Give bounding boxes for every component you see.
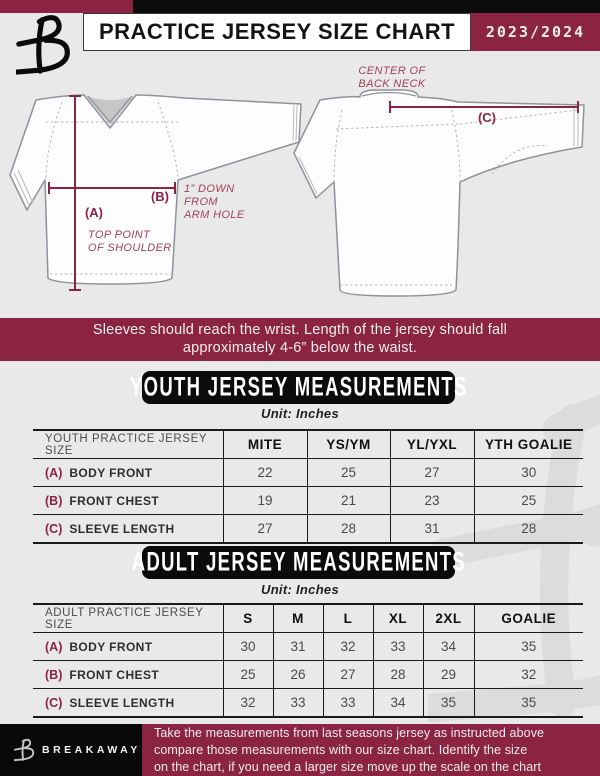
cell: 26 [273,661,323,689]
note-c-line1: CENTER OF [358,65,426,77]
label-a: (A) [84,205,104,220]
adult-section-banner [131,546,466,579]
footer-note-line3: on the chart, if you need a larger size move up the scale on the chart [154,760,542,774]
table-row [33,633,583,661]
row-key: (B) [45,667,63,682]
table-row [33,515,583,544]
adult-unit-label: Unit: Inches [261,582,339,597]
footer-brand-name: BREAKAWAY [42,744,141,756]
cell: 33 [273,689,323,718]
label-b: (B) [150,189,170,204]
row-key: (B) [45,493,63,508]
cell: 31 [390,515,474,544]
adult-size-col-l: L [323,604,373,633]
cell: 27 [323,661,373,689]
youth-size-col-goalie: YTH GOALIE [474,430,583,459]
cell: 25 [307,459,390,487]
row-label: BODY FRONT [69,465,153,480]
table-row [33,689,583,718]
note-b-line3: ARM HOLE [184,209,245,221]
cell: 33 [323,689,373,718]
label-c: (C) [477,110,497,125]
header-accent-strip [0,0,133,13]
adult-size-col-2xl: 2XL [423,604,474,633]
cell: 35 [474,633,583,661]
note-c-line2: BACK NECK [358,78,426,90]
cell: 28 [373,661,423,689]
cell: 28 [474,515,583,544]
cell: 25 [474,487,583,515]
cell: 25 [223,661,273,689]
adult-size-col-m: M [273,604,323,633]
note-b-line1: 1” DOWN [184,183,235,195]
table-row [33,661,583,689]
title-box [83,13,471,51]
row-label: SLEEVE LENGTH [69,521,175,536]
adult-table-title-cell: ADULT PRACTICE JERSEY SIZE [33,604,223,633]
cell: 19 [223,487,307,515]
adult-size-col-xl: XL [373,604,423,633]
cell: 33 [373,633,423,661]
footer-note-box [142,724,600,776]
cell: 31 [273,633,323,661]
row-label: FRONT CHEST [69,667,160,682]
back-jersey-illustration [294,65,584,296]
row-label: BODY FRONT [69,639,153,654]
cell: 32 [474,661,583,689]
adult-size-col-goalie: GOALIE [474,604,583,633]
cell: 30 [223,633,273,661]
youth-table-title-cell: YOUTH PRACTICE JERSEY SIZE [33,430,223,459]
adult-size-col-s: S [223,604,273,633]
note-a-line2: OF SHOULDER [88,242,172,254]
notice-line2: approximately 4-6” below the waist. [182,339,418,356]
table-row [33,459,583,487]
adult-banner-label: ADULT JERSEY MEASUREMENTS [131,547,466,577]
cell: 27 [223,515,307,544]
youth-table-header-row [33,430,583,459]
cell: 21 [307,487,390,515]
youth-size-col-ylyxl: YL/YXL [390,430,474,459]
row-key: (A) [45,465,63,480]
row-key: (C) [45,521,63,536]
note-b-line2: FROM [184,196,218,208]
cell: 32 [223,689,273,718]
notice-banner [0,318,600,361]
breakaway-b-logo-icon [16,14,72,76]
note-a-line1: TOP POINT [88,229,151,241]
cell: 35 [474,689,583,718]
footer-brand-box [0,724,142,776]
cell: 32 [323,633,373,661]
youth-size-table [33,429,583,544]
cell: 22 [223,459,307,487]
footer-note-line1: Take the measurements from last seasons jersey as instructed above [154,726,545,740]
youth-section-banner [129,371,468,404]
jersey-diagram [0,52,600,320]
youth-unit-label: Unit: Inches [261,406,339,421]
season-badge [471,13,600,51]
row-key: (A) [45,639,63,654]
cell: 34 [423,633,474,661]
cell: 27 [390,459,474,487]
row-key: (C) [45,695,63,710]
cell: 28 [307,515,390,544]
front-jersey-illustration [10,95,301,290]
notice-line1: Sleeves should reach the wrist. Length of the jersey should fall [92,322,508,338]
youth-banner-label: YOUTH JERSEY MEASUREMENTS [129,372,468,402]
row-label: FRONT CHEST [69,493,160,508]
cell: 23 [390,487,474,515]
footer-breakaway-b-logo-icon [14,738,35,762]
page-title: PRACTICE JERSEY SIZE CHART [98,19,456,44]
header-black-strip [133,0,600,13]
adult-table-header-row [33,604,583,633]
cell: 34 [373,689,423,718]
youth-size-col-ysym: YS/YM [307,430,390,459]
youth-size-col-mite: MITE [223,430,307,459]
cell: 29 [423,661,474,689]
season-label: 2023/2024 [485,23,586,41]
table-row [33,487,583,515]
row-label: SLEEVE LENGTH [69,695,175,710]
cell: 35 [423,689,474,718]
footer-note-line2: compare those measurements with our size chart. Identify the size [154,743,528,757]
adult-size-table [33,603,583,718]
cell: 30 [474,459,583,487]
